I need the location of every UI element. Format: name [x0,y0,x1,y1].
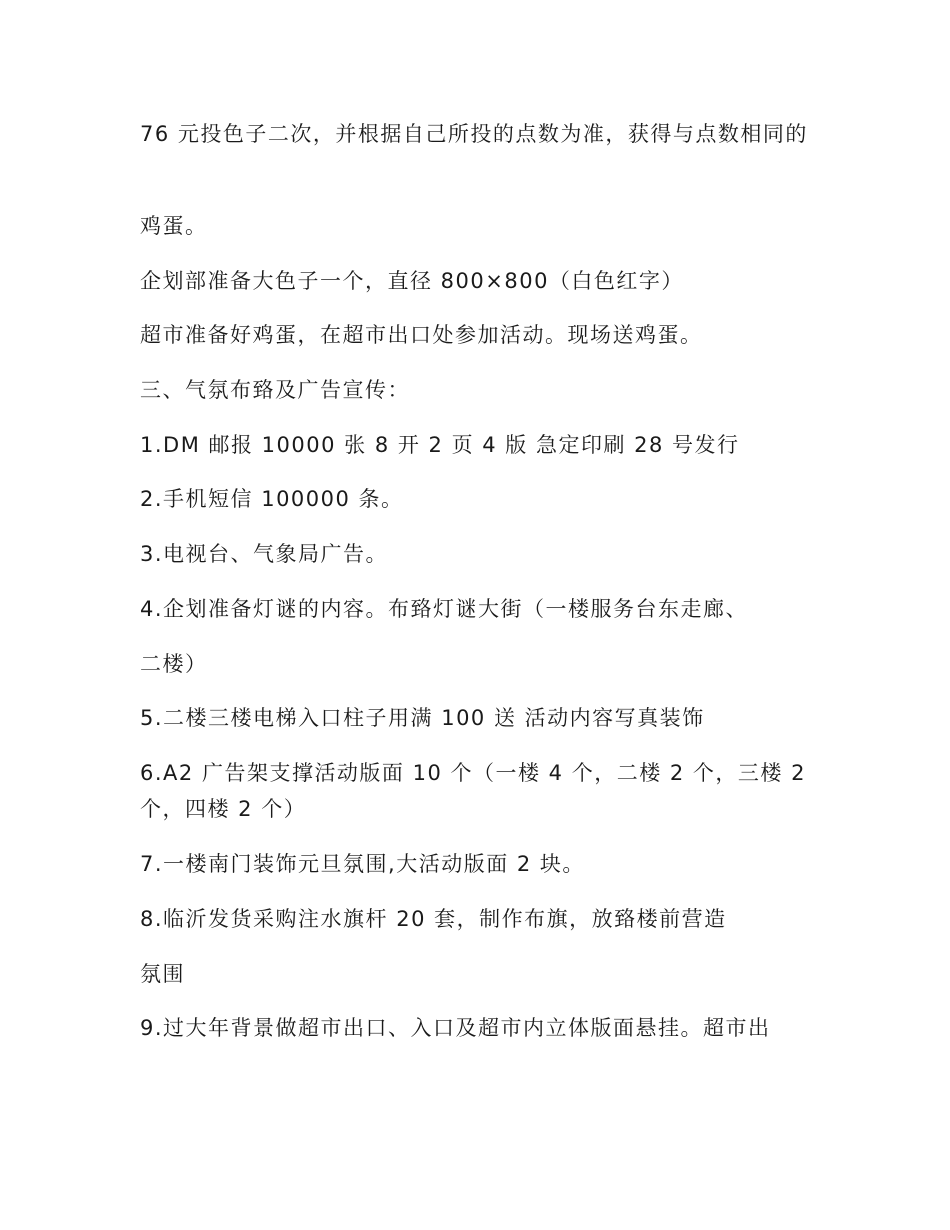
list-item-9: 9.过大年背景做超市出口、入口及超市内立体版面悬挂。超市出 [140,1016,771,1040]
paragraph-supermarket-eggs: 超市准备好鸡蛋，在超市出口处参加活动。现场送鸡蛋。 [140,323,703,347]
list-item-7: 7.一楼南门装饰元旦氛围,大活动版面 2 块。 [140,852,585,876]
list-item-3: 3.电视台、气象局广告。 [140,542,389,566]
list-item-4: 4.企划准备灯谜的内容。布臵灯谜大街（一楼服务台东走廊、 [140,597,749,621]
paragraph-dice-rule: 76 元投色子二次，并根据自己所投的点数为准，获得与点数相同的 [140,122,808,146]
list-item-4-continued: 二楼） [140,652,208,676]
paragraph-big-dice: 企划部准备大色子一个，直径 800×800（白色红字） [140,269,684,293]
list-item-8: 8.临沂发货采购注水旗杆 20 套，制作布旗，放臵楼前营造 [140,907,727,931]
list-item-1: 1.DM 邮报 10000 张 8 开 2 页 4 版 急定印刷 28 号发行 [140,433,740,457]
list-item-2: 2.手机短信 100000 条。 [140,487,404,511]
section-heading-atmosphere: 三、气氛布臵及广告宣传： [140,378,410,402]
list-item-8-continued: 氛围 [140,962,185,986]
paragraph-eggs: 鸡蛋。 [140,214,208,238]
list-item-5: 5.二楼三楼电梯入口柱子用满 100 送 活动内容写真装饰 [140,706,705,730]
list-item-6: 6.A2 广告架支撑活动版面 10 个（一楼 4 个，二楼 2 个，三楼 2 个，四楼 2 个） [140,761,806,821]
